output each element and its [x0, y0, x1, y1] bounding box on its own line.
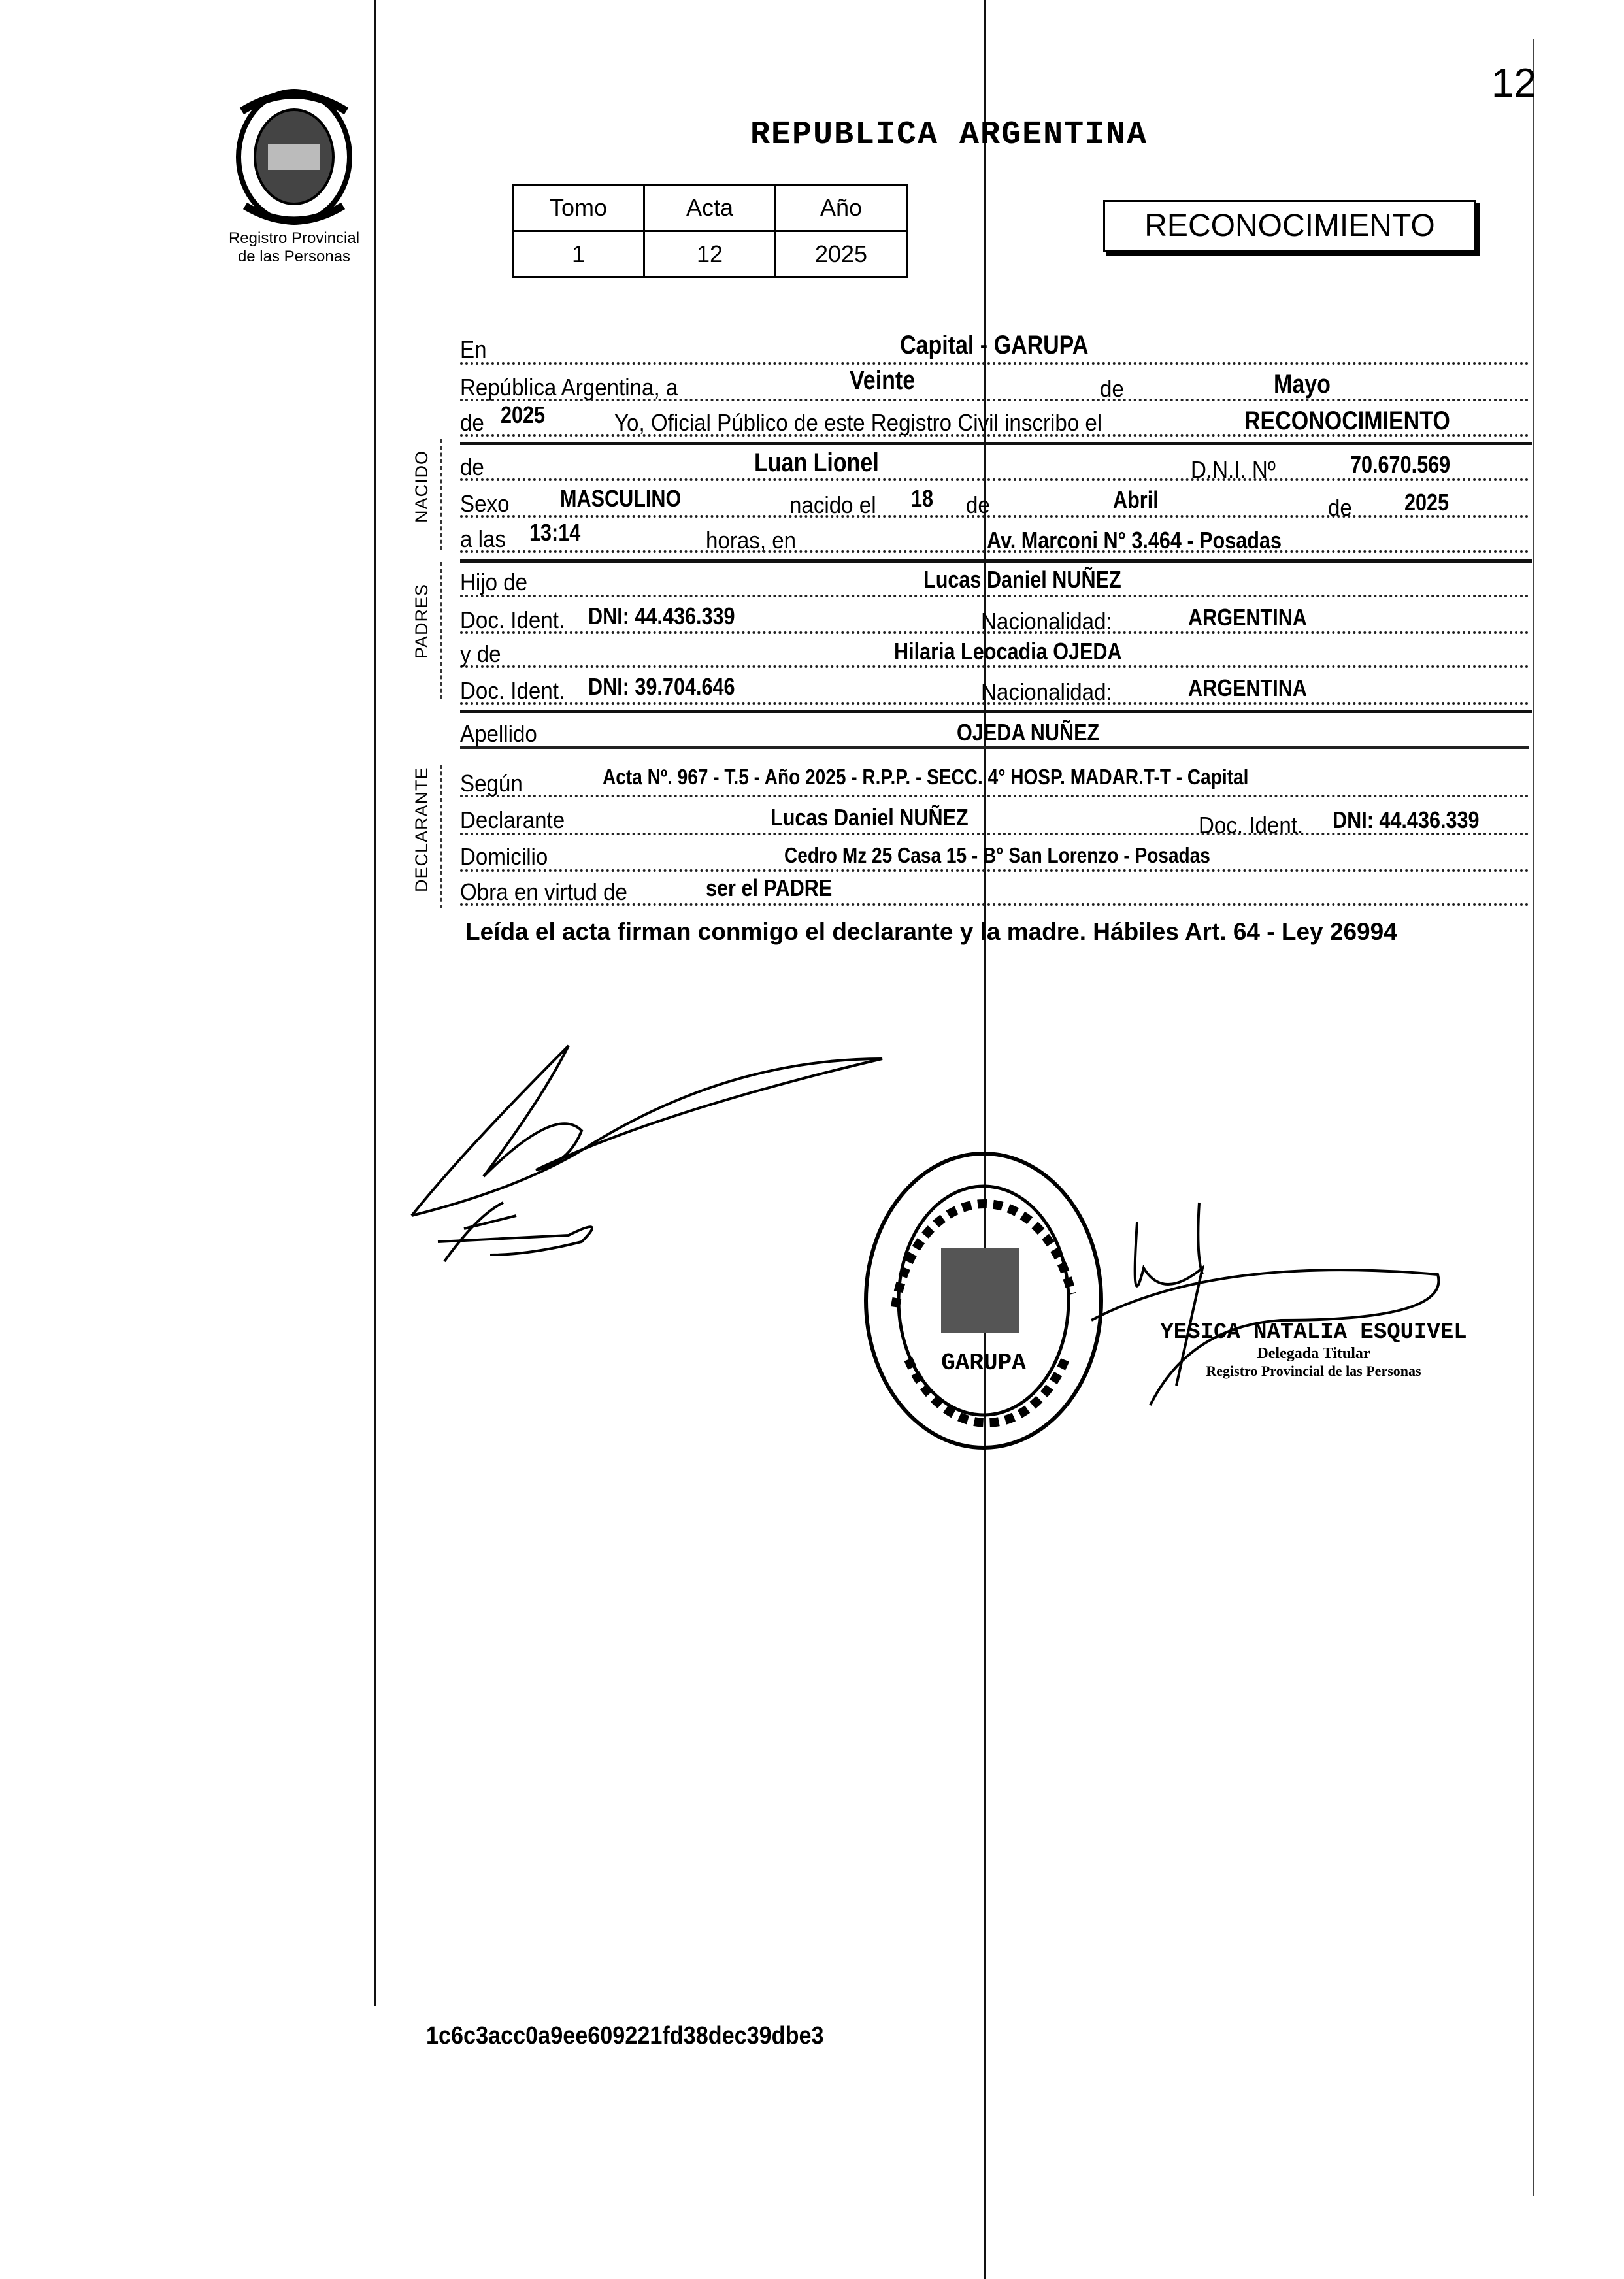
- nacionalidad-padre-value: ARGENTINA: [1188, 604, 1307, 631]
- declarante-label: Declarante: [460, 807, 565, 833]
- sexo-value: MASCULINO: [560, 485, 682, 512]
- oficial-label: Yo, Oficial Público de este Registro Civil inscribo el: [614, 409, 1102, 436]
- madre-value: Hilaria Leocadia OJEDA: [894, 638, 1122, 665]
- signer-role: Delegada Titular: [1257, 1345, 1370, 1362]
- row-declarante: [460, 804, 1529, 839]
- row-madre: [460, 637, 1529, 668]
- en-label: En: [460, 336, 487, 363]
- doc-declarante-label: Doc. Ident.: [1199, 812, 1304, 839]
- row-hora: [460, 519, 1529, 554]
- signer-name: YESICA NATALIA ESQUIVEL: [1160, 1320, 1467, 1345]
- province-logo: [216, 85, 373, 266]
- value-anio: 2025: [776, 231, 907, 278]
- lugar-inscripcion-value: Capital - GARUPA: [900, 331, 1089, 359]
- domicilio-value: Cedro Mz 25 Casa 15 - B° San Lorenzo - Posadas: [784, 843, 1210, 867]
- declarant-signature: [386, 1020, 908, 1281]
- padre-value: Lucas Daniel NUÑEZ: [923, 566, 1121, 593]
- dni-label: D.N.I. Nº: [1191, 456, 1276, 483]
- alas-label: a las: [460, 525, 506, 552]
- nacido-label: nacido el: [789, 491, 876, 518]
- republica-label: República Argentina, a: [460, 374, 678, 401]
- nacimiento-anio: 2025: [1404, 489, 1450, 516]
- row-acto: [460, 401, 1529, 437]
- nombre-label: de: [460, 454, 484, 480]
- nacimiento-dia: 18: [911, 485, 934, 512]
- nacimiento-mes: Abril: [1113, 486, 1159, 513]
- row-domicilio: [460, 840, 1529, 872]
- nacionalidad-madre-value: ARGENTINA: [1188, 674, 1307, 701]
- yde-label: y de: [460, 640, 501, 667]
- side-label-declarante: DECLARANTE: [412, 767, 431, 892]
- signer-block: [1140, 1320, 1487, 1380]
- obra-label: Obra en virtud de: [460, 878, 627, 905]
- de-label: de: [1100, 375, 1124, 402]
- nombre-value: Luan Lionel: [754, 448, 879, 477]
- dia-value: Veinte: [850, 366, 916, 395]
- stamp-center-text: GARUPA: [941, 1350, 1026, 1376]
- declarante-bracket: [440, 765, 442, 908]
- nacido-bracket: [440, 439, 442, 550]
- section-rule: [460, 442, 1532, 445]
- header-anio: Año: [776, 185, 907, 231]
- de2-label: de: [460, 409, 484, 436]
- signer-office: Registro Provincial de las Personas: [1206, 1363, 1421, 1379]
- doc-madre-value: DNI: 39.704.646: [588, 673, 735, 700]
- anio-value: 2025: [501, 401, 546, 428]
- obra-value: ser el PADRE: [706, 874, 833, 901]
- apellido-value: OJEDA NUÑEZ: [957, 719, 1100, 746]
- nac-de1-label: de: [966, 491, 990, 518]
- domicilio-label: Domicilio: [460, 843, 548, 870]
- row-obra: [460, 874, 1529, 906]
- document-hash: 1c6c3acc0a9ee609221fd38dec39dbe3: [426, 2022, 824, 2050]
- misiones-seal-icon: [216, 85, 373, 229]
- right-margin-line: [1533, 39, 1534, 2196]
- side-label-padres: PADRES: [412, 583, 431, 659]
- row-lugar: [460, 333, 1529, 365]
- doc-padre-label: Doc. Ident.: [460, 607, 565, 633]
- nac-de2-label: de: [1328, 494, 1352, 521]
- doc-padre-value: DNI: 44.436.339: [588, 603, 735, 629]
- declarante-value: Lucas Daniel NUÑEZ: [771, 804, 969, 831]
- mes-value: Mayo: [1274, 370, 1331, 399]
- nacionalidad-padre-label: Nacionalidad:: [981, 608, 1112, 635]
- official-stamp: [856, 1144, 1118, 1457]
- page-number: 12: [1491, 61, 1536, 106]
- section-rule: [460, 710, 1532, 713]
- row-fecha: [460, 366, 1529, 402]
- value-tomo: 1: [513, 231, 644, 278]
- nacionalidad-madre-label: Nacionalidad:: [981, 678, 1112, 705]
- row-nombre: [460, 450, 1529, 481]
- document-title: REPUBLICA ARGENTINA: [750, 116, 1148, 154]
- dni-value: 70.670.569: [1350, 451, 1451, 478]
- segun-label: Según: [460, 770, 523, 797]
- hijo-label: Hijo de: [460, 569, 528, 595]
- logo-caption-line1: Registro Provincial: [228, 229, 360, 247]
- header-acta: Acta: [644, 185, 776, 231]
- doc-declarante-value: DNI: 44.436.339: [1333, 807, 1480, 833]
- segun-value: Acta Nº. 967 - T.5 - Año 2025 - R.P.P. - SECC. 4° HOSP. MADAR.T-T - Capital: [603, 765, 1249, 789]
- padres-bracket: [440, 562, 442, 699]
- doc-madre-label: Doc. Ident.: [460, 677, 565, 704]
- row-doc-madre: [460, 673, 1529, 705]
- header-tomo: Tomo: [513, 185, 644, 231]
- logo-caption-line2: de las Personas: [237, 248, 351, 265]
- lugar-nacimiento-value: Av. Marconi N° 3.464 - Posadas: [987, 527, 1282, 554]
- sexo-label: Sexo: [460, 490, 510, 517]
- value-acta: 12: [644, 231, 776, 278]
- left-margin-line: [374, 0, 376, 2006]
- row-doc-padre: [460, 603, 1529, 634]
- row-apellido: [460, 718, 1529, 749]
- side-label-nacido: NACIDO: [412, 450, 431, 523]
- apellido-label: Apellido: [460, 720, 537, 747]
- horas-label: horas, en: [706, 527, 797, 554]
- section-rule: [460, 559, 1532, 563]
- acto-value: RECONOCIMIENTO: [1244, 407, 1450, 435]
- hora-value: 13:14: [529, 519, 581, 546]
- row-segun: [460, 766, 1529, 797]
- closing-statement: Leída el acta firman conmigo el declarante y la madre. Hábiles Art. 64 - Ley 26994: [465, 918, 1397, 945]
- row-padre: [460, 566, 1529, 597]
- record-table: [512, 184, 908, 278]
- record-type-box: RECONOCIMIENTO: [1103, 200, 1476, 252]
- row-sexo: [460, 485, 1529, 521]
